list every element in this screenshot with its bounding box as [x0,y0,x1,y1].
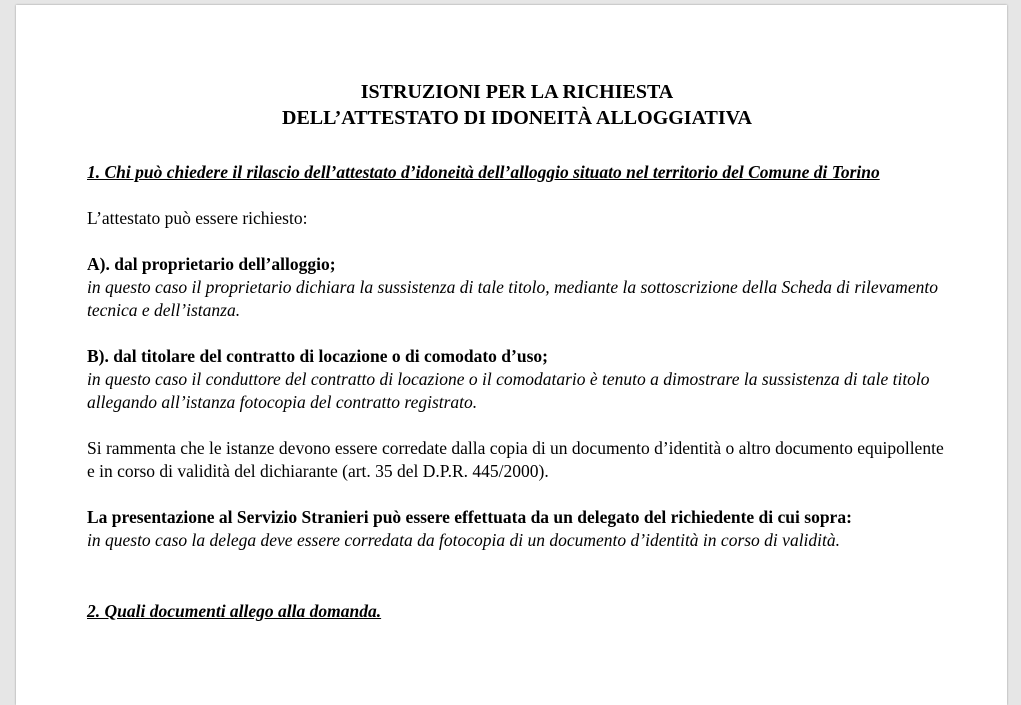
document-page [16,5,1007,705]
document-body [87,79,947,623]
reminder-paragraph: Si rammenta che le istanze devono essere corredate dalla copia di un documento d’identità o altro documento equipollente e in corso di validità del dichiarante (art. 35 del D.P.R. 445/2000). [87,438,944,481]
section-1-heading: 1. Chi può chiedere il rilascio dell’attestato d’idoneità dell’alloggio situato nel territorio del Comune di Torino [87,162,880,182]
section-2-heading: 2. Quali documenti allego alla domanda. [87,601,382,621]
item-a-text: in questo caso il proprietario dichiara la sussistenza di tale titolo, mediante la sottoscrizione della Scheda di rilevamento tecnica e dell’istanza. [87,277,938,320]
item-b-text: in questo caso il conduttore del contratto di locazione o il comodatario è tenuto a dimostrare la sussistenza di tale titolo allegando all’istanza fotocopia del contratto registrato. [87,369,930,412]
title-line-2: DELL’ATTESTATO DI IDONEITÀ ALLOGGIATIVA [282,107,752,129]
item-b-label: B). dal titolare del contratto di locazione o di comodato d’uso; [87,346,548,366]
document-title [87,79,947,131]
title-line-1: ISTRUZIONI PER LA RICHIESTA [360,81,674,103]
delegate-text: in questo caso la delega deve essere corredata da fotocopia di un documento d’identità in corso di validità. [87,530,841,550]
item-a-label: A). dal proprietario dell’alloggio; [87,254,336,274]
delegate-label: La presentazione al Servizio Stranieri può essere effettuata da un delegato del richiedente di cui sopra: [87,507,852,527]
section-1-intro: L’attestato può essere richiesto: [87,208,308,228]
